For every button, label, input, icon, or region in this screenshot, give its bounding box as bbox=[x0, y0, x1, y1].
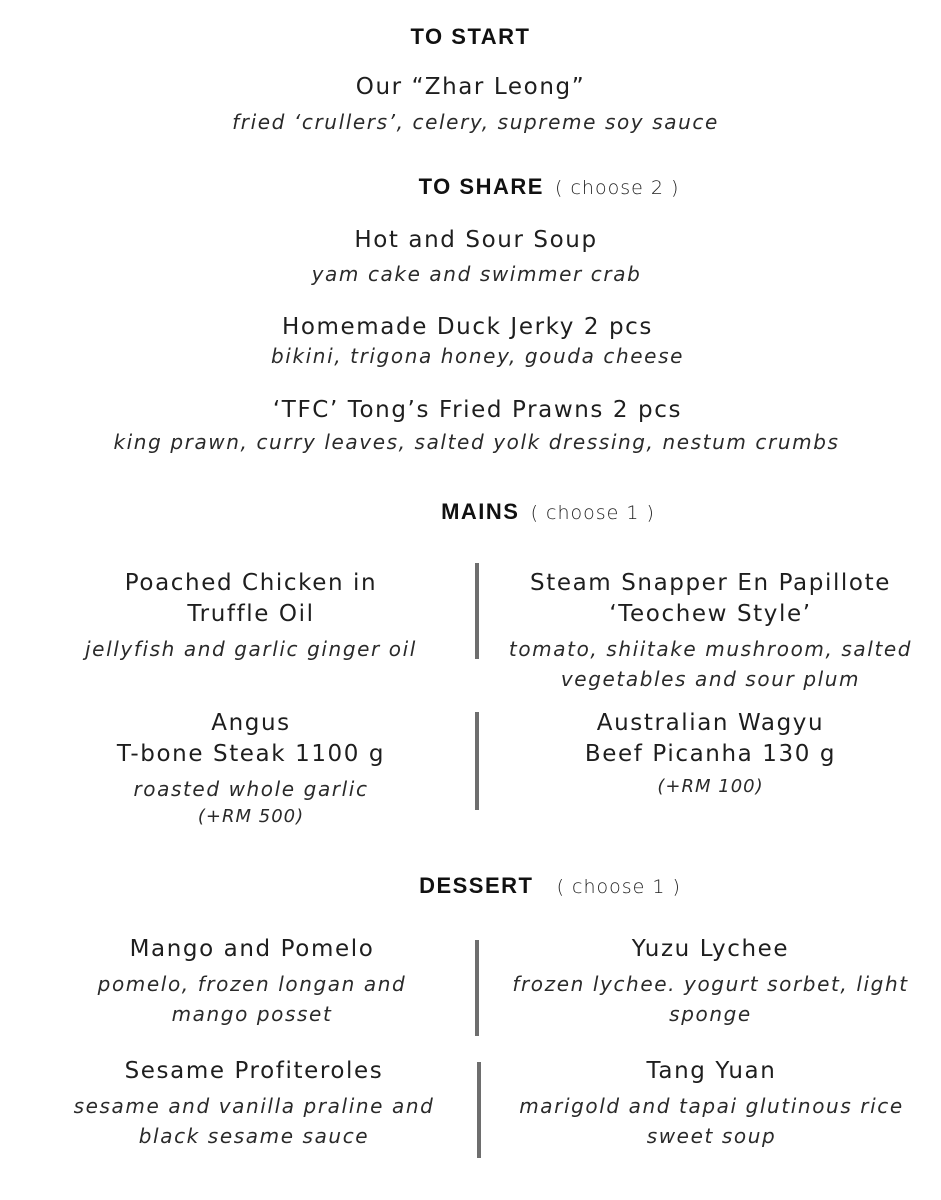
dish-name: Beef Picanha 130 g bbox=[584, 741, 837, 767]
dish-desc: yam cake and swimmer crab bbox=[311, 262, 642, 286]
section-heading-to-share-row bbox=[0, 174, 941, 200]
choose-note: ( choose 1 ) bbox=[556, 876, 681, 898]
dish-name: T-bone Steak 1100 g bbox=[116, 741, 386, 767]
section-heading-dessert: DESSERT bbox=[419, 873, 534, 898]
dessert-item bbox=[482, 1056, 941, 1151]
dish-name: Yuzu Lychee bbox=[631, 936, 790, 962]
dish-name: Tang Yuan bbox=[646, 1058, 777, 1084]
dish-name: Hot and Sour Soup bbox=[354, 227, 598, 253]
column-divider bbox=[477, 1062, 481, 1158]
dish-desc: jellyfish and garlic ginger oil bbox=[85, 637, 417, 661]
dish-name: Sesame Profiteroles bbox=[124, 1058, 384, 1084]
dish-name: Angus bbox=[211, 710, 291, 736]
mains-item bbox=[0, 708, 502, 827]
mains-item bbox=[480, 708, 941, 797]
dish-desc: pomelo, frozen longan and bbox=[97, 972, 407, 996]
dessert-item bbox=[480, 934, 941, 1029]
column-divider bbox=[475, 712, 479, 810]
dish-desc: black sesame sauce bbox=[138, 1124, 370, 1148]
dish-name: ‘TFC’ Tong’s Fried Prawns 2 pcs bbox=[272, 397, 683, 423]
dish-desc: bikini, trigona honey, gouda cheese bbox=[271, 344, 684, 368]
choose-note: ( choose 2 ) bbox=[555, 177, 680, 199]
dish-name: Poached Chicken in bbox=[124, 570, 378, 596]
mains-item bbox=[480, 568, 941, 694]
dish-desc: vegetables and sour plum bbox=[560, 667, 861, 691]
section-heading-to-start: TO START bbox=[410, 24, 531, 49]
section-heading-to-share: TO SHARE bbox=[418, 174, 544, 199]
dish-name-zhar-leong: Our “Zhar Leong” bbox=[355, 74, 586, 100]
column-divider bbox=[475, 940, 479, 1036]
dessert-item bbox=[0, 934, 504, 1029]
dish-desc: tomato, shiitake mushroom, salted bbox=[508, 637, 913, 661]
choose-note: ( choose 1 ) bbox=[530, 502, 655, 524]
dish-desc: sesame and vanilla praline and bbox=[73, 1094, 435, 1118]
dish-name: ‘Teochew Style’ bbox=[609, 601, 812, 627]
column-divider bbox=[475, 563, 479, 659]
dish-desc: sweet soup bbox=[646, 1124, 777, 1148]
dish-desc: king prawn, curry leaves, salted yolk dressing, nestum crumbs bbox=[113, 430, 840, 454]
price-supplement: (+RM 500) bbox=[197, 806, 305, 827]
dish-desc: mango posset bbox=[171, 1002, 333, 1026]
dish-name: Mango and Pomelo bbox=[129, 936, 375, 962]
mains-item bbox=[0, 568, 502, 664]
dish-name: Steam Snapper En Papillote bbox=[530, 570, 891, 596]
dish-desc-zhar-leong: fried ‘crullers’, celery, supreme soy sauce bbox=[232, 110, 719, 134]
dessert-item bbox=[0, 1056, 508, 1151]
dish-desc: sponge bbox=[669, 1002, 752, 1026]
dish-desc: marigold and tapai glutinous rice bbox=[519, 1094, 904, 1118]
price-supplement: (+RM 100) bbox=[657, 776, 764, 797]
section-heading-dessert-row bbox=[0, 873, 941, 899]
dish-desc: frozen lychee. yogurt sorbet, light bbox=[512, 972, 909, 996]
dish-name: Truffle Oil bbox=[187, 601, 315, 627]
dish-name: Australian Wagyu bbox=[596, 710, 825, 736]
dish-name: Homemade Duck Jerky 2 pcs bbox=[281, 314, 654, 340]
section-heading-mains: MAINS bbox=[441, 499, 520, 524]
dish-desc: roasted whole garlic bbox=[133, 777, 369, 801]
section-heading-mains-row bbox=[0, 499, 941, 525]
